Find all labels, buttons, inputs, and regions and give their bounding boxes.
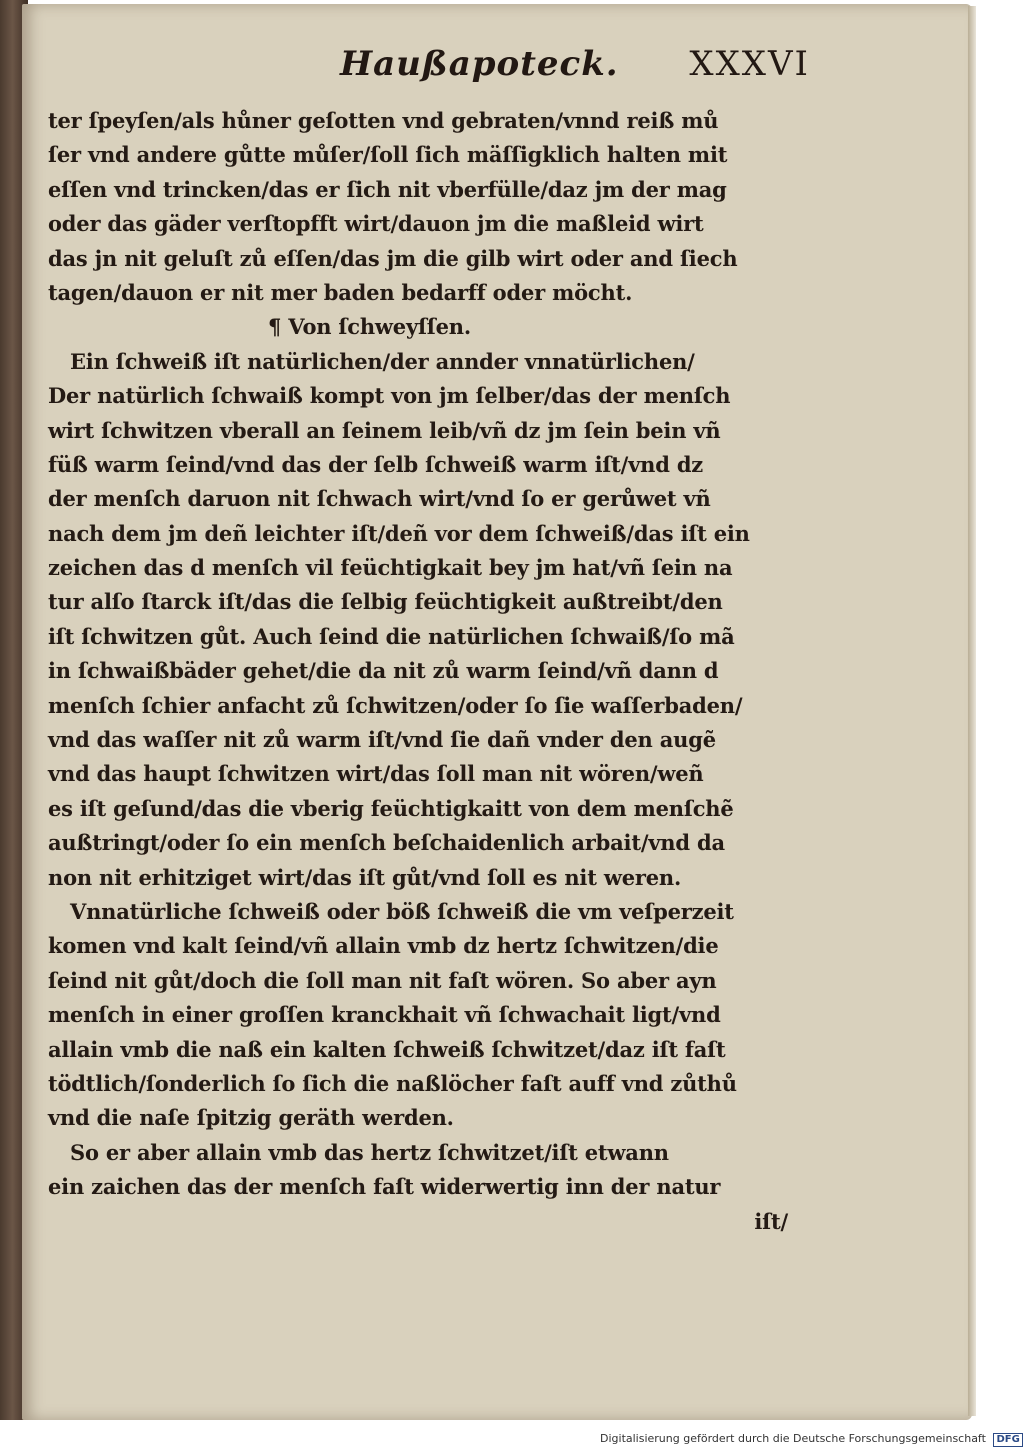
text-line: vnd die naſe ſpitzig geräth werden. <box>48 1105 454 1131</box>
text-line: der menſch daruon nit ſchwach wirt/vnd ſo er gerůwet vñ <box>48 486 711 512</box>
page-header <box>330 40 810 90</box>
text-line: Vnnatürliche ſchweiß oder böß ſchweiß die vm veſperzeit <box>70 898 734 924</box>
section-heading: ¶ Von ſchweyſſen. <box>268 314 471 340</box>
catchword: iſt/ <box>754 1208 788 1234</box>
text-line: ſeind nit gůt/doch die ſoll man nit faſt wören. So aber ayn <box>48 967 717 993</box>
credit-text: Digitalisierung gefördert durch die Deutsche Forschungsgemeinschaft <box>600 1432 986 1445</box>
text-line: vnd das haupt ſchwitzen wirt/das ſoll man nit wören/weñ <box>48 761 704 787</box>
text-line: ſer vnd andere gůtte můſer/ſoll ſich mäſſigklich halten mit <box>48 142 728 168</box>
text-line: menſch in einer groſſen kranckhait vñ ſchwachait ligt/vnd <box>48 1002 721 1028</box>
text-line: tagen/dauon er nit mer baden bedarff oder möcht. <box>48 279 633 305</box>
text-line: Ein ſchweiß iſt natürlichen/der annder vnnatürlichen/ <box>70 348 695 374</box>
text-line: eſſen vnd trincken/das er ſich nit vberfülle/daz jm der mag <box>48 176 727 202</box>
text-line: non nit erhitziget wirt/das iſt gůt/vnd ſoll es nit weren. <box>48 864 682 890</box>
digitization-credit <box>600 1430 1020 1448</box>
text-line: vnd das waſſer nit zů warm iſt/vnd ſie dañ vnder den augẽ <box>48 727 716 753</box>
text-line: tödtlich/ſonderlich ſo ſich die naßlöcher faſt auff vnd zůthů <box>48 1070 737 1096</box>
text-line: iſt ſchwitzen gůt. Auch ſeind die natürlichen ſchwaiß/ſo mã <box>48 623 735 649</box>
text-line: ein zaichen das der menſch faſt widerwertig inn der natur <box>48 1174 721 1200</box>
text-line: So er aber allain vmb das hertz ſchwitzet/iſt etwann <box>70 1139 669 1165</box>
text-line: wirt ſchwitzen vberall an ſeinem leib/vñ dz jm ſein bein vñ <box>48 417 721 443</box>
running-title: Haußapoteck. <box>340 44 619 84</box>
text-line: tur alſo ſtarck iſt/das die ſelbig feüchtigkeit außtreibt/den <box>48 589 723 615</box>
text-line: nach dem jm deñ leichter iſt/deñ vor dem ſchweiß/das iſt ein <box>48 520 750 546</box>
text-line: ter ſpeyſen/als hůner geſotten vnd gebraten/vnnd reiß mů <box>48 108 719 133</box>
text-line: zeichen das d menſch vil feüchtigkait bey jm hat/vñ ſein na <box>48 555 733 581</box>
text-line: füß warm ſeind/vnd das der ſelb ſchweiß warm iſt/vnd dz <box>48 451 704 477</box>
folio-number: XXXVI <box>689 44 810 84</box>
dfg-logo: DFG <box>993 1433 1022 1447</box>
text-line: das jn nit geluſt zů eſſen/das jm die gilb wirt oder and ſiech <box>48 245 738 271</box>
text-line: menſch ſchier anfacht zů ſchwitzen/oder ſo ſie waſſerbaden/ <box>48 692 743 718</box>
text-line: außtringt/oder ſo ein menſch beſchaidenlich arbait/vnd da <box>48 830 725 856</box>
text-line: in ſchwaißbäder gehet/die da nit zů warm ſeind/vñ dann d <box>48 658 719 684</box>
text-line: komen vnd kalt ſeind/vñ allain vmb dz hertz ſchwitzen/die <box>48 933 719 959</box>
body-text <box>48 104 798 1239</box>
text-line: Der natürlich ſchwaiß kompt von jm ſelber/das der menſch <box>48 383 731 409</box>
page-edge-shadow <box>968 6 976 1416</box>
text-line: oder das gäder verſtopfft wirt/dauon jm die maßleid wirt <box>48 211 704 237</box>
text-line: allain vmb die naß ein kalten ſchweiß ſchwitzet/daz iſt faſt <box>48 1036 726 1062</box>
text-line: es iſt geſund/das die vberig feüchtigkaitt von dem menſchẽ <box>48 795 734 821</box>
